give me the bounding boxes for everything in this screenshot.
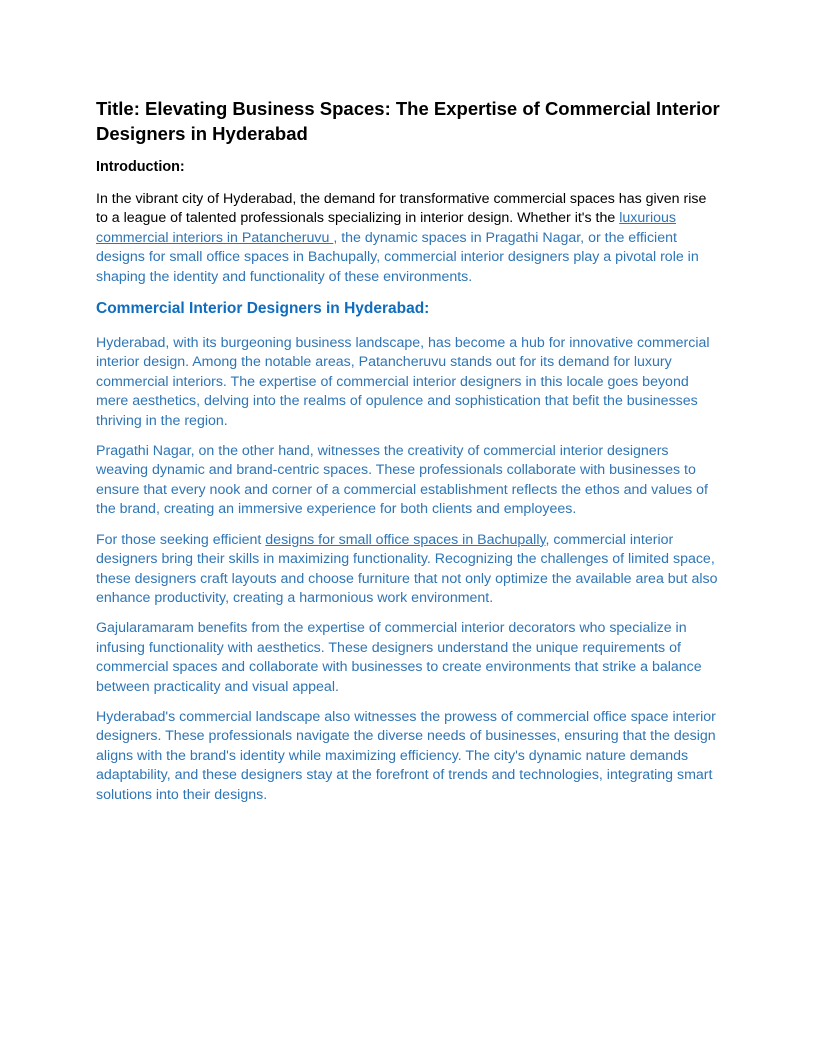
paragraph-bachupally-tail: , commercial interior designers bring their skills in maximizing functionality. Recognizing the challenges of limited space, these designers craft layouts and choose furniture that not only optimize the available area but also enhance productivity, creating a harmonious work environment. bbox=[96, 531, 718, 606]
paragraph-bachupally-designs bbox=[96, 531, 720, 609]
intro-heading: Introduction: bbox=[96, 159, 185, 175]
section-heading-commercial-designers: Commercial Interior Designers in Hyderabad: bbox=[96, 300, 430, 318]
document-title: Title: Elevating Business Spaces: The Expertise of Commercial Interior Designers in Hyderabad bbox=[96, 98, 720, 144]
link-bachupally-office-designs[interactable]: designs for small office spaces in Bachupally bbox=[265, 531, 546, 548]
paragraph-bachupally-lead: For those seeking efficient bbox=[96, 531, 266, 548]
paragraph-hyderabad-hub: Hyderabad, with its burgeoning business landscape, has become a hub for innovative commercial interior design. Among the notable areas, Patancheruvu stands out for its demand for luxury commercial interiors. The expertise of commercial interior designers in this locale goes beyond mere aesthetics, delving into the realms of opulence and sophistication that befit the businesses thriving in the region. bbox=[96, 335, 710, 429]
paragraph-introduction-lead: In the vibrant city of Hyderabad, the demand for transformative commercial spaces has given rise to a league of talented professionals specializing in interior design. Whether it's the bbox=[96, 191, 707, 227]
paragraph-gajularamaram: Gajularamaram benefits from the expertise of commercial interior decorators who specialize in infusing functionality with aesthetics. These designers understand the unique requirements of commercial spaces and collaborate with businesses to create environments that strike a balance between practicality and visual appeal. bbox=[96, 620, 702, 695]
paragraph-introduction-tail: , the dynamic spaces in Pragathi Nagar, or the efficient designs for small office spaces in Bachupally, commercial interior designers play a pivotal role in shaping the identity and functionality of these environments. bbox=[96, 229, 699, 285]
paragraph-introduction bbox=[96, 190, 720, 287]
link-patancheruvu-interiors[interactable]: luxurious commercial interiors in Patancheruvu bbox=[96, 210, 677, 246]
paragraph-office-space-designers: Hyderabad's commercial landscape also witnesses the prowess of commercial office space interior designers. These professionals navigate the diverse needs of businesses, ensuring that the design aligns with the brand's identity while maximizing efficiency. The city's dynamic nature demands adaptability, and these designers stay at the forefront of trends and technologies, integrating smart solutions into their designs. bbox=[96, 708, 716, 803]
paragraph-pragathi-nagar: Pragathi Nagar, on the other hand, witnesses the creativity of commercial interior designers weaving dynamic and brand-centric spaces. These professionals collaborate with businesses to ensure that every nook and corner of a commercial establishment reflects the ethos and values of the brand, creating an immersive experience for both clients and employees. bbox=[96, 443, 708, 518]
